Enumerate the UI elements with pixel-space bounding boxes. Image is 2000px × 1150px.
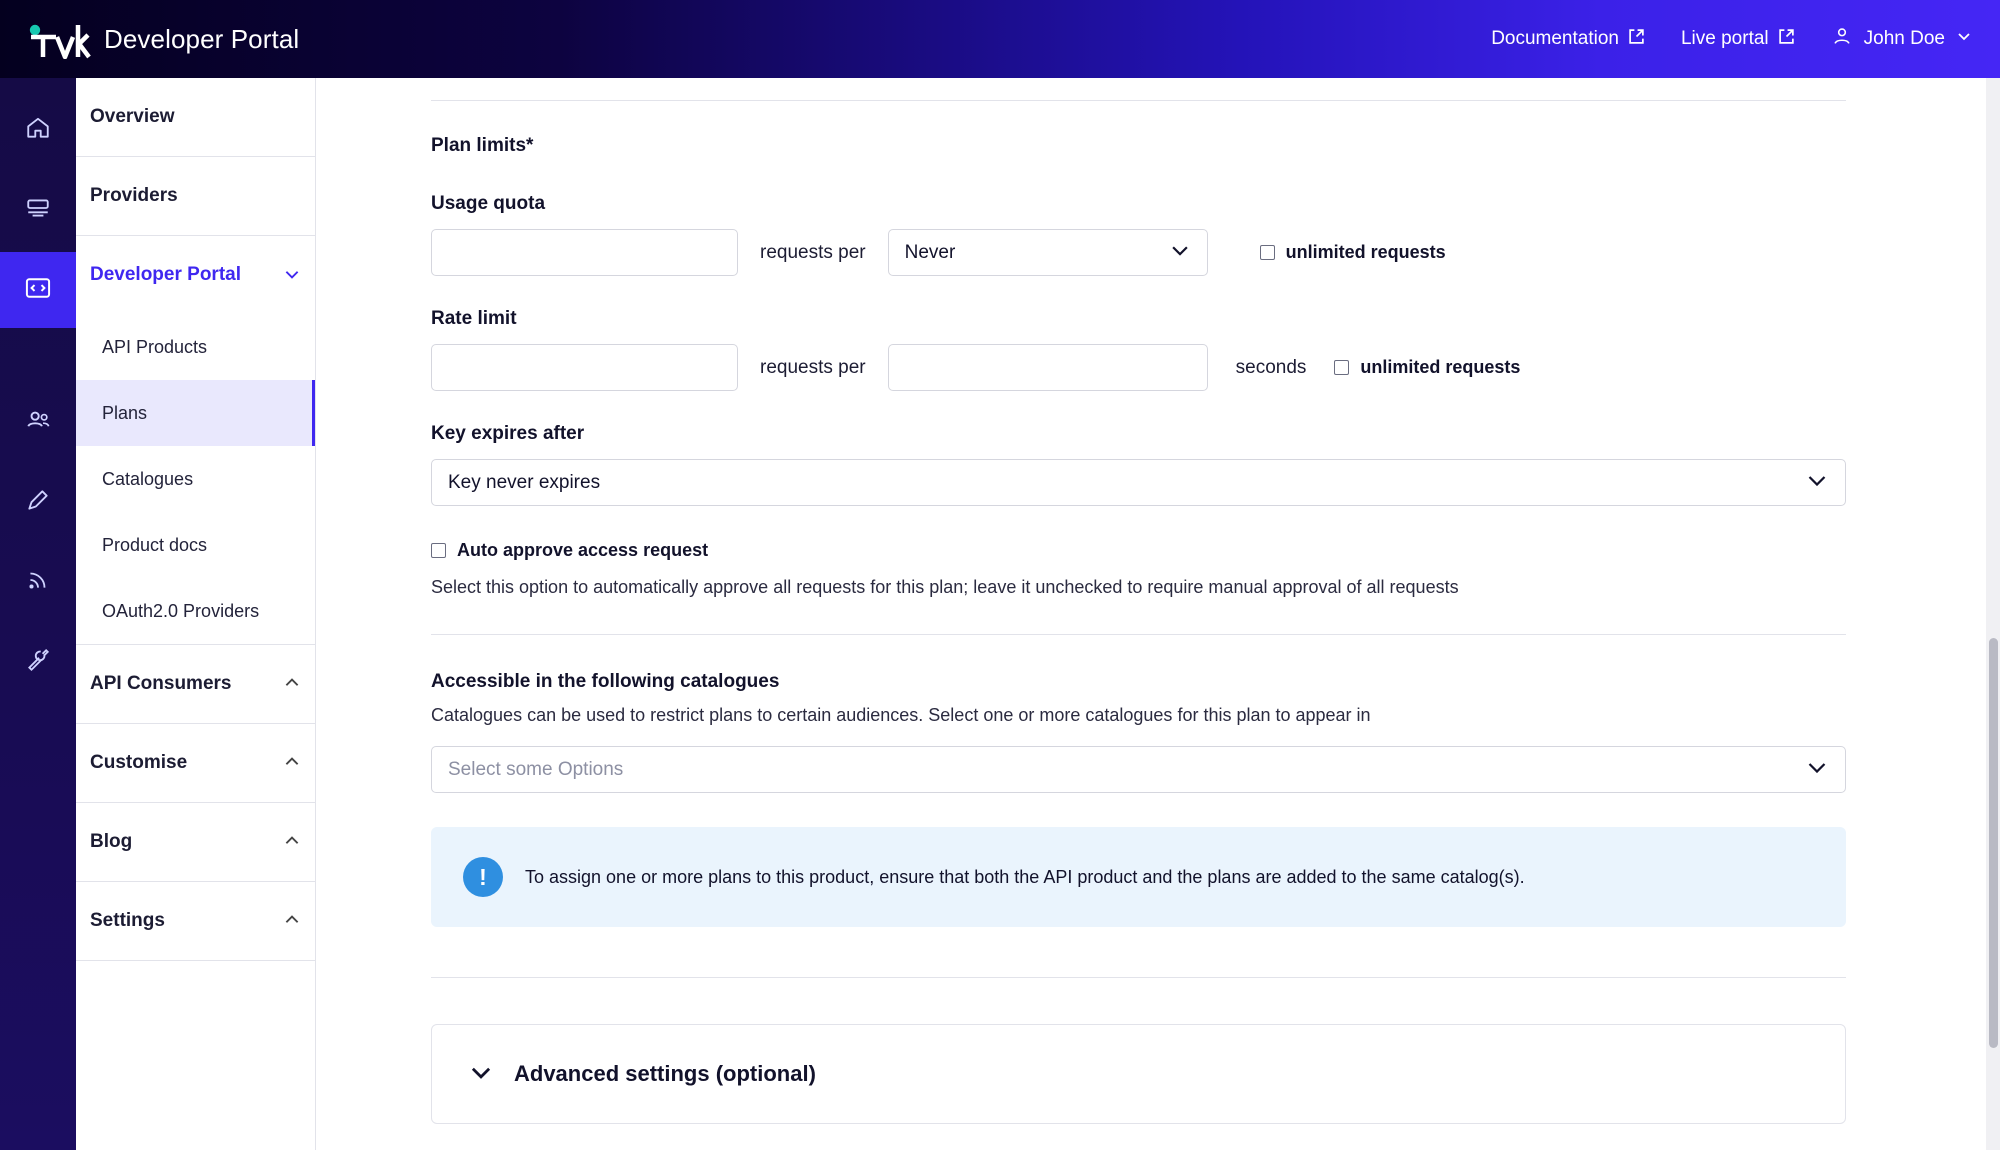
plan-limits-title: Plan limits*	[431, 135, 534, 156]
sidebar-item-label: Customise	[90, 752, 188, 773]
rate-limit-label: Rate limit	[431, 308, 517, 329]
advanced-settings-title: Advanced settings (optional)	[514, 1061, 816, 1086]
sidebar-item-api-products[interactable]	[76, 314, 315, 380]
checkbox-box[interactable]	[431, 543, 446, 558]
rate-limit-input[interactable]	[431, 344, 738, 391]
scrollbar-track[interactable]	[1986, 78, 2000, 1150]
chevron-up-icon	[283, 753, 301, 774]
key-expiry-label: Key expires after	[431, 423, 585, 444]
scrollbar-thumb[interactable]	[1989, 638, 1998, 1048]
documentation-link[interactable]	[1491, 28, 1645, 51]
users-icon	[25, 406, 52, 438]
auto-approve-help: Select this option to automatically approve all requests for this plan; leave it unchecked to require manual approval of all requests	[431, 577, 1459, 597]
brand[interactable]	[26, 19, 299, 59]
key-expiry-select[interactable]	[431, 459, 1846, 506]
plan-form	[431, 78, 1940, 1124]
usage-quota-label: Usage quota	[431, 193, 546, 214]
sidebar-item-plans[interactable]	[76, 380, 315, 446]
chevron-up-icon	[283, 911, 301, 932]
sidebar-group-developer-portal[interactable]	[76, 236, 315, 314]
top-bar-right	[1491, 25, 1972, 53]
sidebar-subitem-label: API Products	[102, 336, 208, 357]
advanced-settings-panel[interactable]	[431, 1024, 1846, 1124]
rail-item-api-consumers[interactable]	[0, 384, 76, 460]
rate-limit-unlimited-checkbox[interactable]	[1334, 357, 1520, 378]
sidebar-group-customise[interactable]	[76, 724, 315, 803]
rail-item-home[interactable]	[0, 92, 76, 168]
rate-limit-per-input[interactable]	[888, 344, 1208, 391]
tyk-logo-icon	[26, 19, 94, 59]
usage-quota-row	[431, 229, 1940, 276]
auto-approve-label: Auto approve access request	[457, 540, 709, 560]
usage-quota-between-text: requests per	[760, 241, 866, 263]
sidebar-item-overview-row[interactable]	[90, 78, 301, 156]
top-divider	[431, 100, 1846, 101]
chevron-up-icon	[283, 674, 301, 695]
chevron-down-icon	[1956, 28, 1972, 50]
section-divider	[431, 634, 1846, 635]
rate-limit-unit-label: seconds	[1235, 356, 1307, 378]
sidebar-item-providers-row[interactable]	[90, 157, 301, 235]
checkbox-box[interactable]	[1260, 245, 1275, 260]
sidebar-subitem-label: OAuth2.0 Providers	[102, 600, 260, 621]
sidebar-item-catalogues[interactable]	[76, 446, 315, 512]
sidebar-item-label: API Consumers	[90, 673, 232, 694]
rail-item-settings[interactable]	[0, 624, 76, 700]
catalogues-placeholder: Select some Options	[448, 758, 624, 780]
usage-quota-input[interactable]	[431, 229, 738, 276]
app-title: Developer Portal	[104, 23, 300, 54]
sidebar-group-blog[interactable]	[76, 803, 315, 882]
plan-form-card	[371, 78, 2000, 1150]
external-link-icon	[1628, 28, 1645, 51]
sidebar-item-label: Providers	[90, 185, 178, 206]
info-icon: !	[463, 857, 503, 897]
rail-item-gateway[interactable]	[0, 172, 76, 248]
sidebar-group-settings[interactable]	[76, 882, 315, 961]
auto-approve-checkbox[interactable]	[431, 540, 1940, 561]
sidebar-subitem-label: Plans	[102, 402, 148, 423]
rail-item-customise[interactable]	[0, 464, 76, 540]
info-callout-text: To assign one or more plans to this product, ensure that both the API product and the plans are added to the same catalog(s).	[525, 866, 1525, 887]
live-portal-label: Live portal	[1680, 28, 1769, 49]
sidebar-group-api-consumers-row[interactable]	[90, 645, 301, 723]
sidebar-item-overview[interactable]	[76, 78, 315, 157]
sidebar-item-providers[interactable]	[76, 157, 315, 236]
sidebar-group-blog-row[interactable]	[90, 803, 301, 881]
sidebar-item-label: Settings	[90, 910, 165, 931]
documentation-label: Documentation	[1491, 28, 1619, 49]
chevron-down-icon	[1169, 239, 1191, 267]
catalogues-title: Accessible in the following catalogues	[431, 671, 780, 692]
usage-quota-period-value: Never	[904, 241, 956, 263]
sidebar-item-product-docs[interactable]	[76, 512, 315, 578]
sidebar-subitem-label: Catalogues	[102, 468, 194, 489]
home-icon	[25, 115, 51, 146]
sidebar-group-developer-portal-row[interactable]	[90, 236, 301, 314]
user-avatar-icon	[1831, 25, 1853, 53]
sidebar-subitems-developer-portal	[76, 314, 315, 645]
rate-limit-unlimited-label: unlimited requests	[1360, 357, 1521, 377]
sidebar-item-oauth2-providers[interactable]	[76, 578, 315, 644]
chevron-down-icon	[1805, 755, 1829, 785]
sidebar-group-customise-row[interactable]	[90, 724, 301, 802]
rail-item-developer-portal[interactable]	[0, 252, 76, 328]
sidebar-item-label: Overview	[90, 106, 175, 127]
info-callout	[431, 827, 1846, 927]
chevron-down-icon	[283, 265, 301, 286]
settings-icon	[25, 647, 51, 678]
key-expiry-value: Key never expires	[448, 471, 601, 493]
section-divider-2	[431, 977, 1846, 978]
blog-icon	[25, 567, 51, 598]
catalogues-select[interactable]	[431, 746, 1846, 793]
user-name: John Doe	[1863, 28, 1945, 49]
sidebar-item-label: Developer Portal	[90, 264, 241, 285]
chevron-down-icon	[468, 1059, 494, 1090]
rail-item-blog[interactable]	[0, 544, 76, 620]
external-link-icon	[1778, 28, 1795, 51]
main-content	[316, 78, 2000, 1150]
sidebar-group-api-consumers[interactable]	[76, 645, 315, 724]
usage-quota-unlimited-label: unlimited requests	[1285, 242, 1446, 262]
customise-icon	[25, 487, 51, 518]
live-portal-link[interactable]	[1681, 28, 1795, 51]
icon-rail	[0, 78, 76, 1150]
gateway-icon	[25, 195, 51, 226]
usage-quota-period-select[interactable]	[888, 229, 1208, 276]
content-left-gutter	[316, 78, 371, 1150]
checkbox-box[interactable]	[1334, 360, 1349, 375]
sidebar	[76, 78, 316, 1150]
body	[0, 78, 2000, 1150]
sidebar-item-label: Blog	[90, 831, 133, 852]
rate-limit-between-text: requests per	[760, 356, 866, 378]
user-menu[interactable]	[1831, 25, 1972, 53]
rate-limit-row	[431, 344, 1940, 391]
chevron-up-icon	[283, 832, 301, 853]
developer-portal-icon	[24, 274, 52, 307]
usage-quota-unlimited-checkbox[interactable]	[1260, 242, 1446, 263]
catalogues-subtitle: Catalogues can be used to restrict plans to certain audiences. Select one or more catalogues for this plan to appear in	[431, 705, 1371, 725]
top-bar	[0, 0, 2000, 78]
chevron-down-icon	[1805, 468, 1829, 498]
sidebar-group-settings-row[interactable]	[90, 882, 301, 960]
sidebar-subitem-label: Product docs	[102, 534, 208, 555]
